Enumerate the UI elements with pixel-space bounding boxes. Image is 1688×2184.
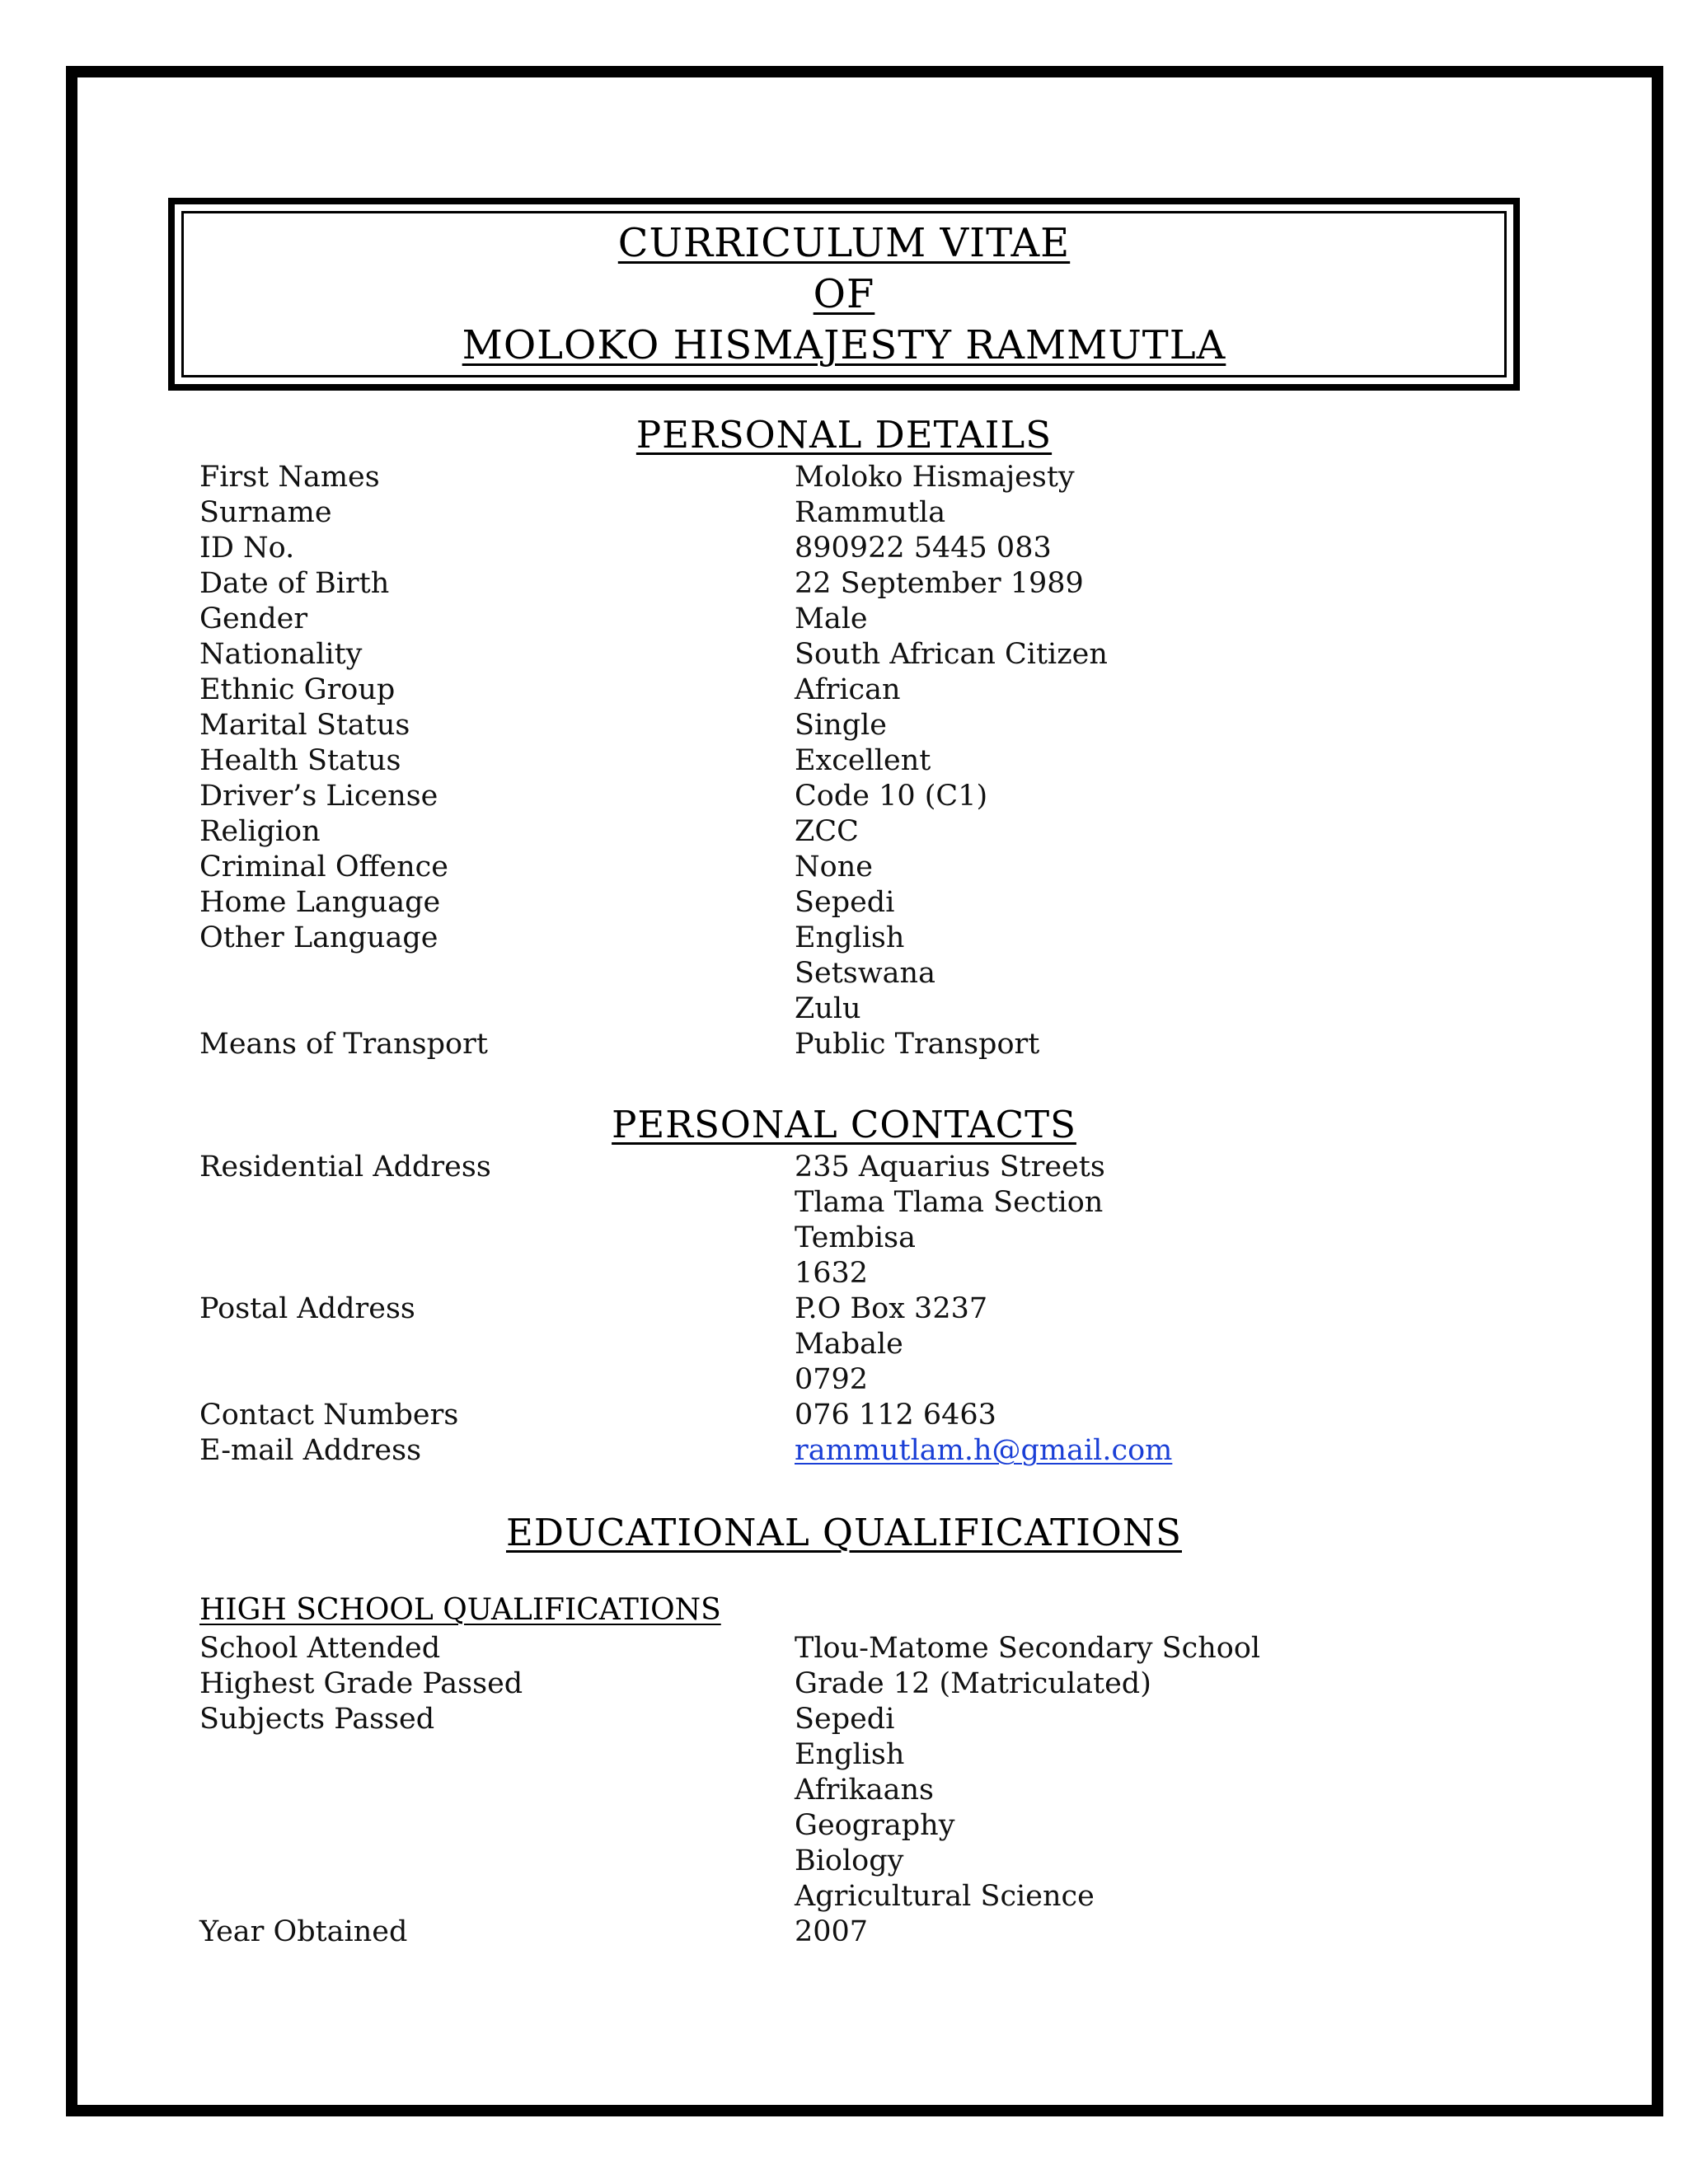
field-label: E-mail Address [199, 1434, 422, 1467]
cv-title: CURRICULUM VITAE [617, 220, 1071, 266]
field-value [795, 460, 1518, 495]
field-value-line: Tlama Tlama Section [795, 1186, 1104, 1219]
qualification-row [199, 1915, 1518, 1950]
field-value [795, 779, 1518, 814]
field-value-line: 890922 5445 083 [795, 532, 1052, 565]
field-value-line: Agricultural Science [795, 1880, 1095, 1913]
field-label: ID No. [199, 532, 295, 565]
field-value-line: 22 September 1989 [795, 567, 1084, 600]
field-value-line: Code 10 (C1) [795, 780, 988, 813]
field-label: Postal Address [199, 1292, 415, 1325]
cv-owner-name: MOLOKO HISMAJESTY RAMMUTLA [462, 322, 1226, 368]
field-label: Year Obtained [199, 1915, 408, 1948]
high-school-details-list [199, 1631, 1518, 1950]
field-value-line: Rammutla [795, 496, 946, 529]
field-value-line: 0792 [795, 1363, 869, 1396]
field-value-line: 1632 [795, 1257, 869, 1290]
field-value-line: Tlou-Matome Secondary School [795, 1632, 1261, 1665]
educational-qualifications-heading: EDUCATIONAL QUALIFICATIONS [505, 1511, 1182, 1554]
title-box [181, 211, 1507, 377]
field-value [795, 708, 1518, 743]
field-value-line: Male [795, 602, 868, 635]
personal-detail-row [199, 814, 1518, 850]
field-value-line: P.O Box 3237 [795, 1292, 988, 1325]
field-label: Home Language [199, 886, 441, 919]
field-label: Ethnic Group [199, 673, 396, 706]
personal-detail-row [199, 708, 1518, 743]
field-value-line: Public Transport [795, 1028, 1040, 1061]
field-label: Other Language [199, 921, 438, 954]
field-value-line: English [795, 1738, 905, 1771]
field-value-line: ZCC [795, 815, 859, 848]
field-value [795, 1631, 1518, 1666]
field-value [795, 1433, 1518, 1469]
field-label: Highest Grade Passed [199, 1667, 523, 1700]
qualification-row [199, 1702, 1518, 1915]
email-link[interactable]: rammutlam.h@gmail.com [795, 1434, 1173, 1467]
field-value-line: Excellent [795, 744, 931, 777]
field-value [795, 1666, 1518, 1702]
high-school-qualifications-heading: HIGH SCHOOL QUALIFICATIONS [199, 1593, 721, 1627]
field-label: Residential Address [199, 1151, 491, 1183]
field-value [795, 921, 1518, 1027]
personal-detail-row [199, 743, 1518, 779]
field-value [795, 1027, 1518, 1062]
personal-detail-row [199, 673, 1518, 708]
field-value [795, 602, 1518, 637]
field-value [795, 1915, 1518, 1950]
field-value-line: Geography [795, 1809, 955, 1842]
field-label: First Names [199, 461, 380, 494]
field-value-line: Setswana [795, 957, 935, 990]
qualification-row [199, 1631, 1518, 1666]
personal-detail-row [199, 495, 1518, 531]
personal-detail-row [199, 531, 1518, 566]
field-value-line: Afrikaans [795, 1774, 934, 1807]
field-value [795, 1291, 1518, 1398]
personal-detail-row [199, 921, 1518, 1027]
field-label: Marital Status [199, 709, 410, 742]
personal-detail-row [199, 602, 1518, 637]
field-value-line: South African Citizen [795, 638, 1108, 671]
field-value-line: Single [795, 709, 888, 742]
personal-detail-row [199, 885, 1518, 921]
field-value [795, 814, 1518, 850]
field-label: Date of Birth [199, 567, 390, 600]
field-value [795, 531, 1518, 566]
field-value [795, 885, 1518, 921]
cv-title-of: OF [813, 271, 875, 317]
field-label: Contact Numbers [199, 1399, 459, 1432]
contact-row [199, 1398, 1518, 1433]
field-value-line: Sepedi [795, 886, 895, 919]
personal-detail-row [199, 637, 1518, 673]
field-value [795, 1150, 1518, 1291]
field-label: Religion [199, 815, 321, 848]
contact-row [199, 1291, 1518, 1398]
field-value-line: Tembisa [795, 1221, 916, 1254]
field-value-line: 235 Aquarius Streets [795, 1151, 1105, 1183]
field-value [795, 1702, 1518, 1915]
personal-contacts-list [199, 1150, 1518, 1469]
field-value-line: Grade 12 (Matriculated) [795, 1667, 1151, 1700]
personal-details-list [199, 460, 1518, 1062]
field-value-line: African [795, 673, 901, 706]
field-value-line: 076 112 6463 [795, 1399, 996, 1432]
field-label: School Attended [199, 1632, 441, 1665]
field-value [795, 495, 1518, 531]
field-value [795, 637, 1518, 673]
field-label: Surname [199, 496, 332, 529]
field-label: Driver’s License [199, 780, 438, 813]
qualification-row [199, 1666, 1518, 1702]
field-value-line: 2007 [795, 1915, 869, 1948]
field-value-line: English [795, 921, 905, 954]
field-label: Gender [199, 602, 308, 635]
field-value [795, 566, 1518, 602]
field-value-line: Sepedi [795, 1703, 895, 1736]
field-value [795, 743, 1518, 779]
field-value [795, 850, 1518, 885]
field-value-line: None [795, 851, 873, 883]
field-label: Means of Transport [199, 1028, 488, 1061]
personal-detail-row [199, 779, 1518, 814]
contact-row [199, 1150, 1518, 1291]
field-label: Nationality [199, 638, 363, 671]
field-label: Health Status [199, 744, 401, 777]
field-label: Subjects Passed [199, 1703, 435, 1736]
field-value-line: Zulu [795, 992, 861, 1025]
personal-detail-row [199, 460, 1518, 495]
field-label: Criminal Offence [199, 851, 448, 883]
field-value-line: Moloko Hismajesty [795, 461, 1075, 494]
personal-detail-row [199, 1027, 1518, 1062]
field-value [795, 673, 1518, 708]
field-value-line: Mabale [795, 1328, 903, 1361]
field-value-line: Biology [795, 1844, 904, 1877]
contact-row [199, 1433, 1518, 1469]
personal-detail-row [199, 566, 1518, 602]
personal-details-heading: PERSONAL DETAILS [635, 413, 1053, 457]
personal-detail-row [199, 850, 1518, 885]
personal-contacts-heading: PERSONAL CONTACTS [612, 1103, 1076, 1146]
field-value [795, 1398, 1518, 1433]
